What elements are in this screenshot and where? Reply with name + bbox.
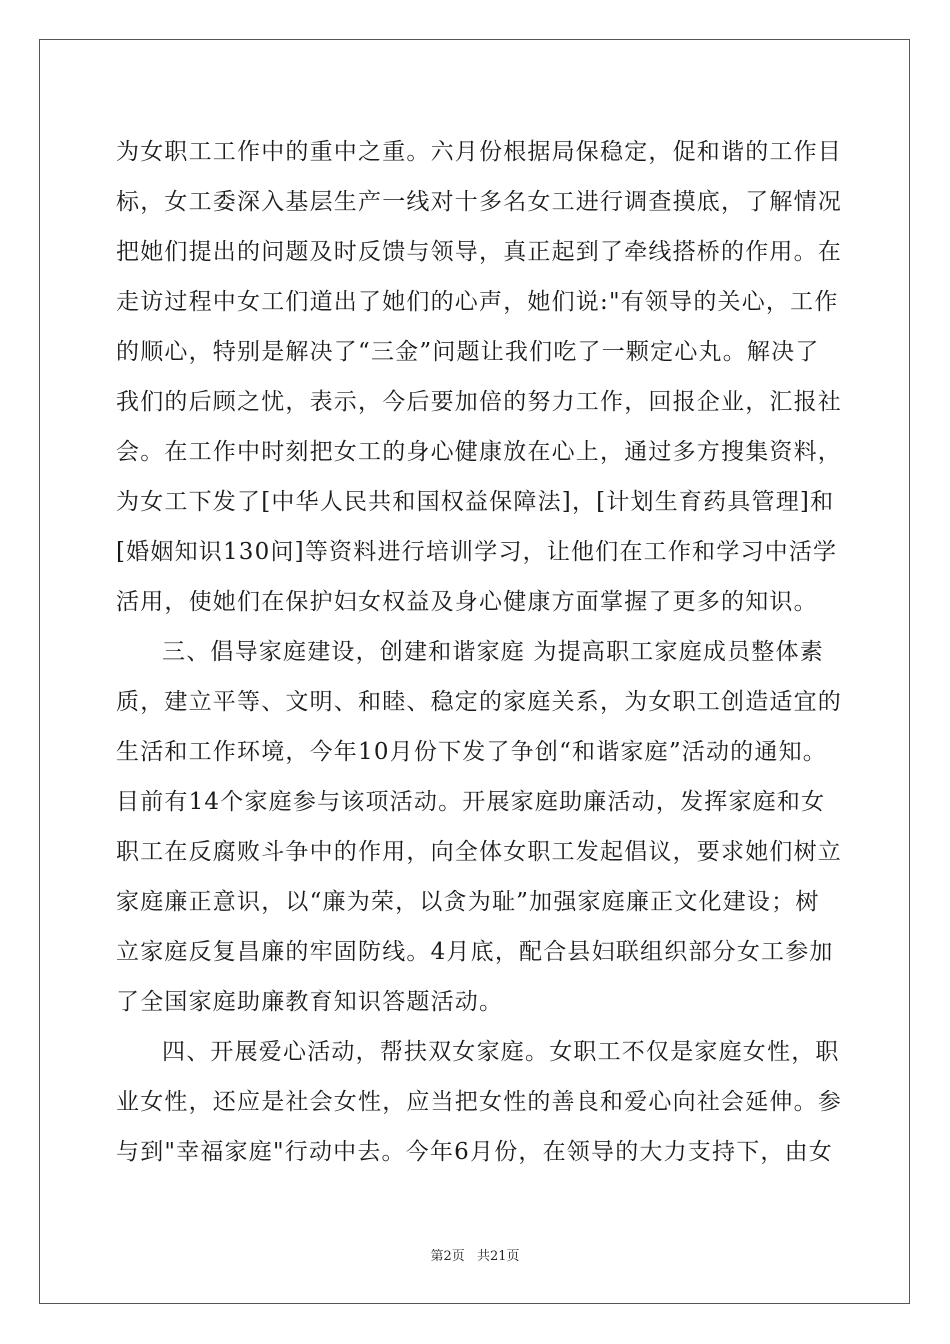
document-body: [116, 127, 842, 1177]
text-line: 职工在反腐败斗争中的作用，向全体女职工发起倡议，要求她们树立: [116, 839, 842, 865]
text-line: 为女职工工作中的重中之重。六月份根据局保稳定，促和谐的工作目: [116, 139, 842, 165]
text-line-paragraph-start: 三、倡导家庭建设，创建和谐家庭 为提高职工家庭成员整体素: [162, 639, 824, 665]
text-line: 质，建立平等、文明、和睦、稳定的家庭关系，为女职工创造适宜的: [116, 689, 842, 715]
text-line: 走访过程中女工们道出了她们的心声，她们说:"有领导的关心，工作: [116, 289, 839, 315]
page-number: 第2页: [430, 1249, 465, 1264]
page-footer: [0, 1248, 950, 1266]
page-total: 共21页: [476, 1249, 520, 1264]
text-line: 了全国家庭助廉教育知识答题活动。: [116, 989, 504, 1015]
text-line: 立家庭反复昌廉的牢固防线。4月底，配合县妇联组织部分女工参加: [116, 939, 834, 965]
text-line: 会。在工作中时刻把女工的身心健康放在心上，通过多方搜集资料，: [116, 439, 842, 465]
text-line: 家庭廉正意识，以“廉为荣，以贪为耻”加强家庭廉正文化建设；树: [116, 889, 820, 915]
text-line: 业女性，还应是社会女性，应当把女性的善良和爱心向社会延伸。参: [116, 1089, 842, 1115]
text-line: 活用，使她们在保护妇女权益及身心健康方面掌握了更多的知识。: [116, 589, 818, 615]
text-line: 标，女工委深入基层生产一线对十多名女工进行调查摸底，了解情况: [116, 189, 842, 215]
text-line: 目前有14个家庭参与该项活动。开展家庭助廉活动，发挥家庭和女: [116, 789, 826, 815]
text-line: 的顺心，特别是解决了“三金”问题让我们吃了一颗定心丸。解决了: [116, 339, 820, 365]
text-line: [婚姻知识130问]等资料进行培训学习，让他们在工作和学习中活学: [116, 539, 838, 565]
text-line: 生活和工作环境，今年10月份下发了争创“和谐家庭”活动的通知。: [116, 739, 827, 765]
text-line: 我们的后顾之忧，表示，今后要加倍的努力工作，回报企业，汇报社: [116, 389, 842, 415]
text-line: 把她们提出的问题及时反馈与领导，真正起到了牵线搭桥的作用。在: [116, 239, 842, 265]
text-line: 与到"幸福家庭"行动中去。今年6月份，在领导的大力支持下，由女: [116, 1139, 833, 1165]
text-line-paragraph-start: 四、开展爱心活动，帮扶双女家庭。女职工不仅是家庭女性，职: [162, 1039, 840, 1065]
text-line: 为女工下发了[中华人民共和国权益保障法]，[计划生育药具管理]和: [116, 489, 835, 515]
